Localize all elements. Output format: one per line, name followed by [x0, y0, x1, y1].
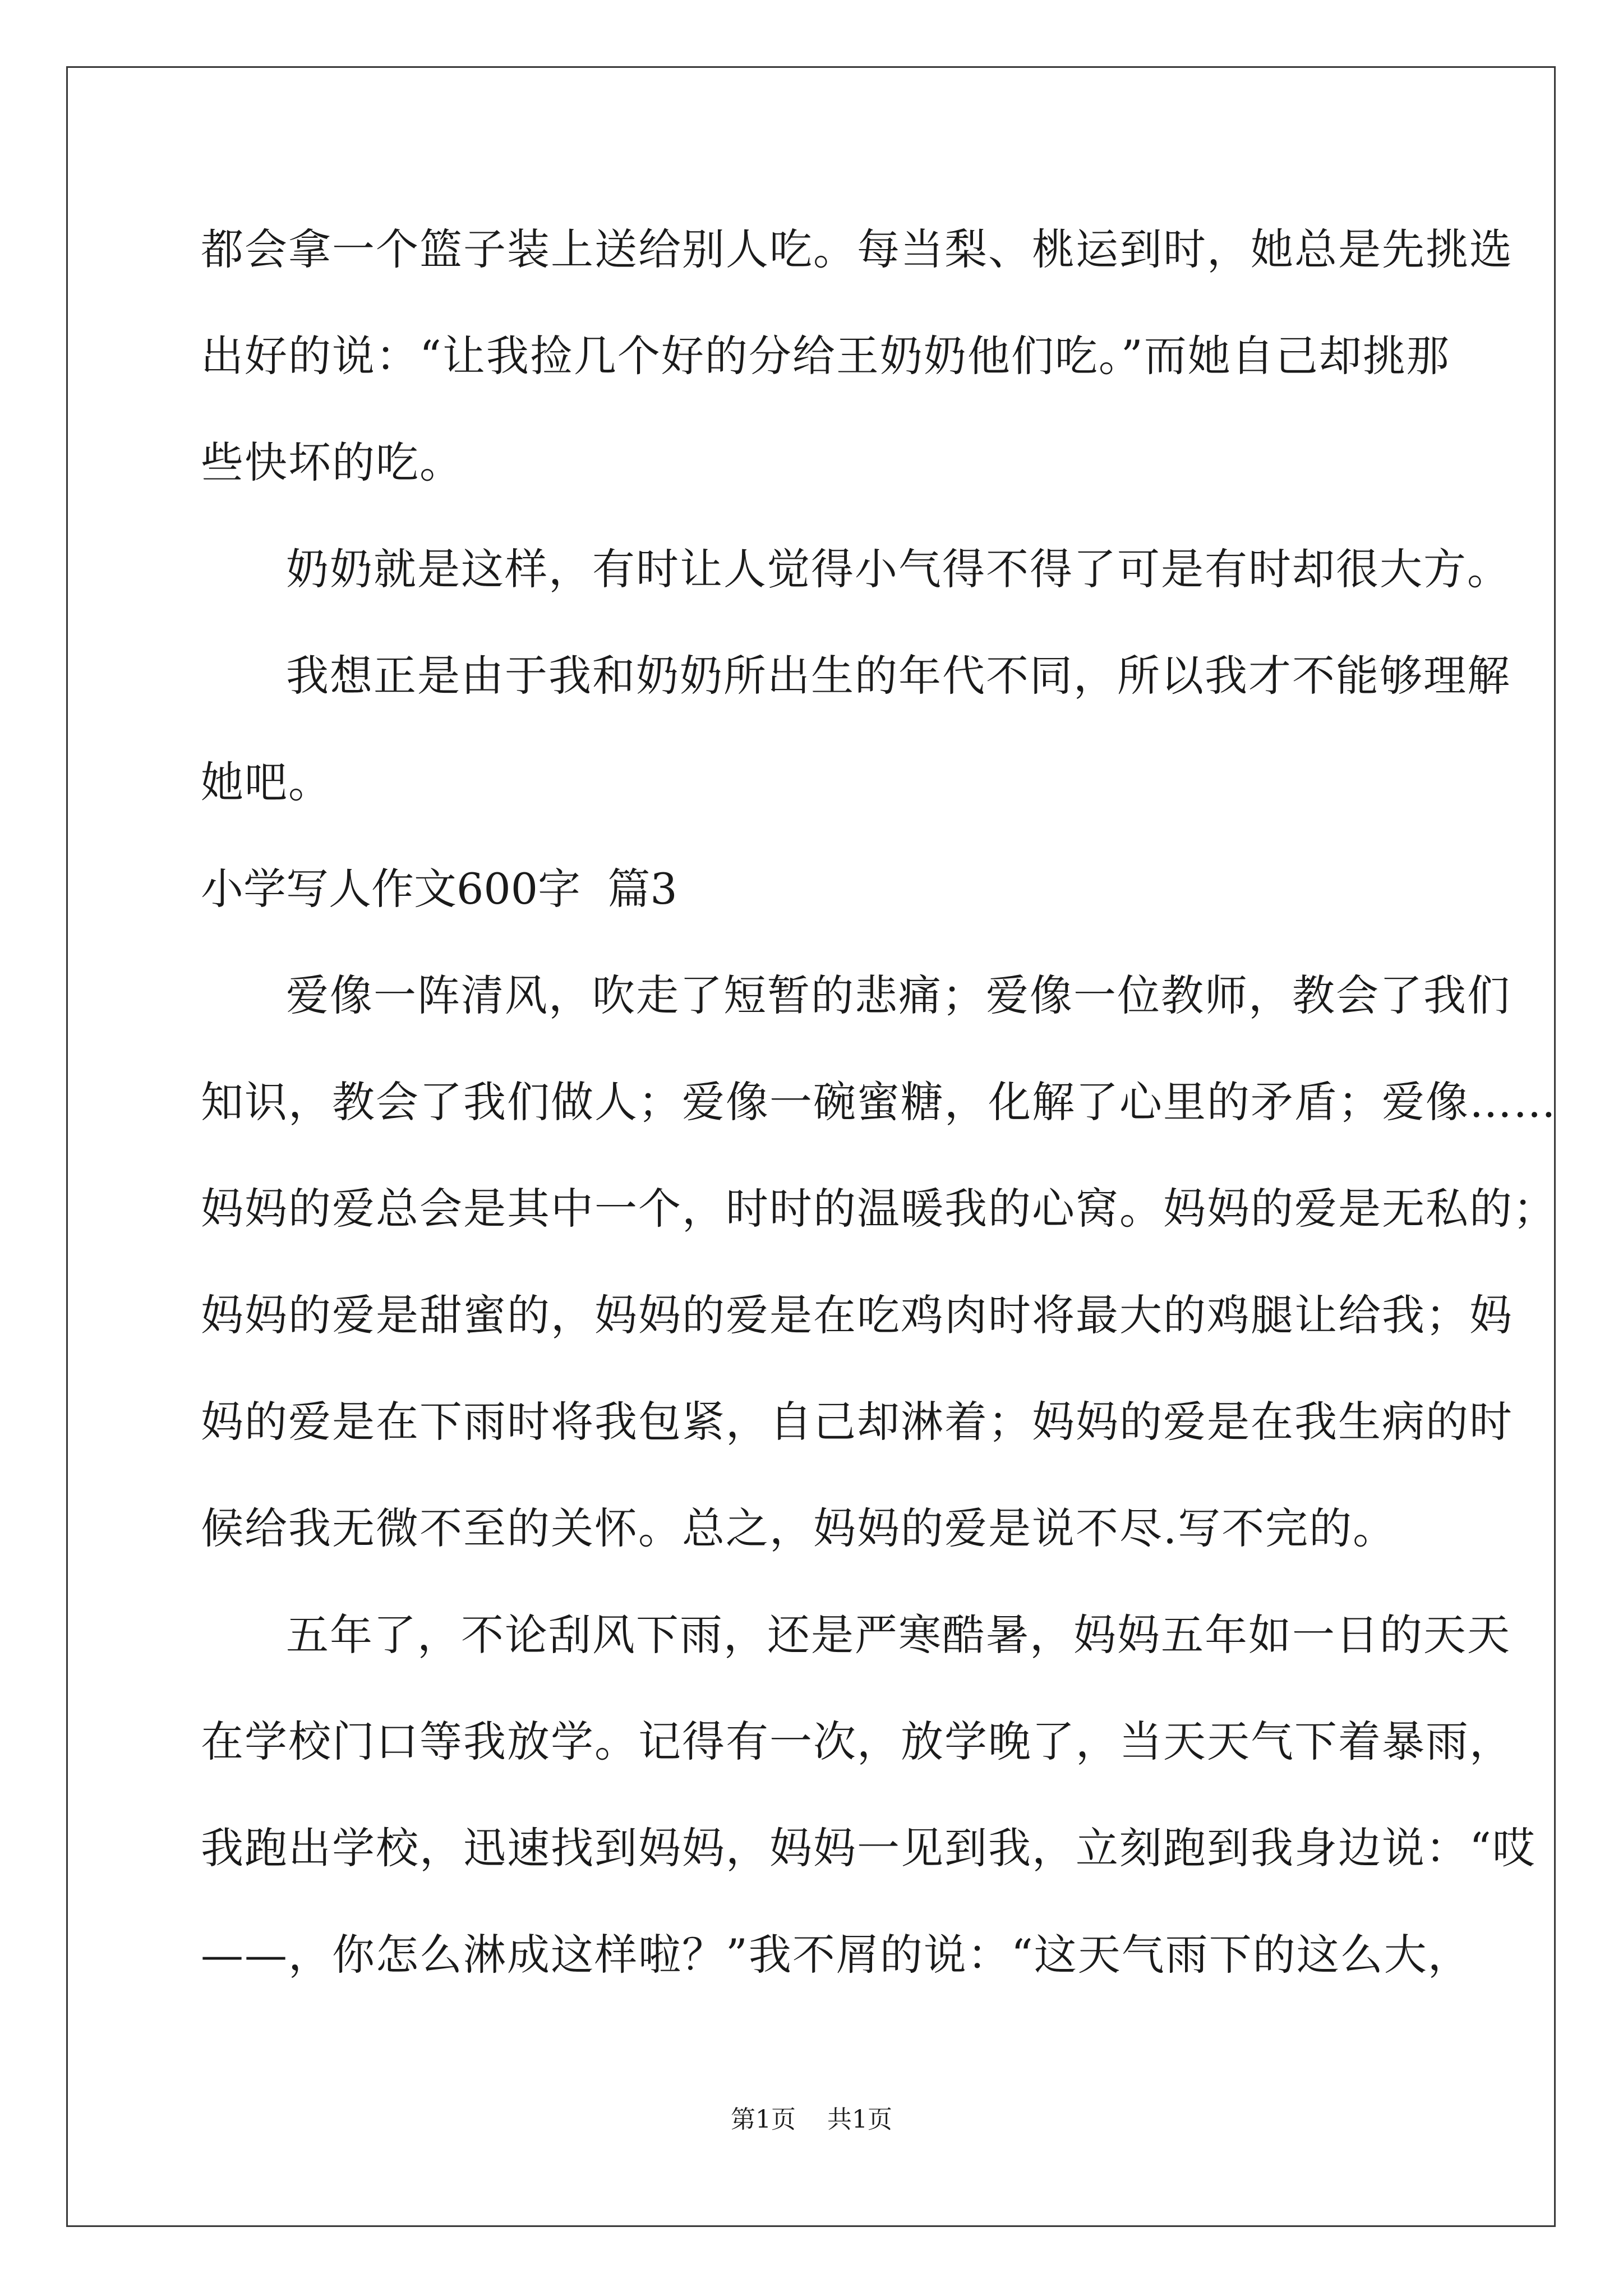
text-line: ——，你怎么淋成这样啦？”我不屑的说：“这天气雨下的这么大，	[201, 1930, 1472, 1980]
text-line: 我想正是由于我和奶奶所出生的年代不同，所以我才不能够理解	[286, 651, 1511, 701]
section-heading	[201, 853, 1423, 959]
paragraph	[201, 639, 1511, 853]
text-line: 五年了，不论刮风下雨，还是严寒酷暑，妈妈五年如一日的天天	[286, 1610, 1511, 1660]
page-number-footer: 第1页 共1页	[731, 2105, 892, 2134]
text-line: 候给我无微不至的关怀。总之，妈妈的爱是说不尽.写不完的。	[201, 1503, 1397, 1553]
text-line: 知识，教会了我们做人；爱像一碗蜜糖，化解了心里的矛盾；爱像……	[201, 1077, 1557, 1127]
text-line: 妈的爱是在下雨时将我包紧，自己却淋着；妈妈的爱是在我生病的时	[201, 1397, 1513, 1447]
document-body	[201, 213, 1557, 2025]
paragraph	[201, 959, 1557, 1599]
text-line: 妈妈的爱总会是其中一个，时时的温暖我的心窝。妈妈的爱是无私的；	[201, 1184, 1557, 1234]
text-line: 我跑出学校，迅速找到妈妈，妈妈一见到我，立刻跑到我身边说：“哎	[201, 1823, 1536, 1873]
section-title: 小学写人作文600字 篇3	[201, 864, 677, 914]
text-line: 都会拿一个篮子装上送给别人吃。每当梨、桃运到时，她总是先挑选	[201, 224, 1513, 274]
paragraph	[201, 533, 1511, 639]
paragraph	[201, 213, 1513, 533]
text-line: 她吧。	[201, 757, 332, 807]
text-line: 出好的说：“让我捡几个好的分给王奶奶他们吃。”而她自己却挑那	[201, 331, 1450, 381]
text-line: 奶奶就是这样，有时让人觉得小气得不得了可是有时却很大方。	[286, 544, 1511, 594]
text-line: 爱像一阵清风，吹走了短暂的悲痛；爱像一位教师，教会了我们	[286, 970, 1511, 1020]
text-line: 妈妈的爱是甜蜜的，妈妈的爱是在吃鸡肉时将最大的鸡腿让给我；妈	[201, 1290, 1513, 1340]
text-line: 在学校门口等我放学。记得有一次，放学晚了，当天天气下着暴雨，	[201, 1717, 1513, 1766]
paragraph	[201, 1599, 1536, 2025]
text-line: 些快坏的吃。	[201, 438, 463, 487]
